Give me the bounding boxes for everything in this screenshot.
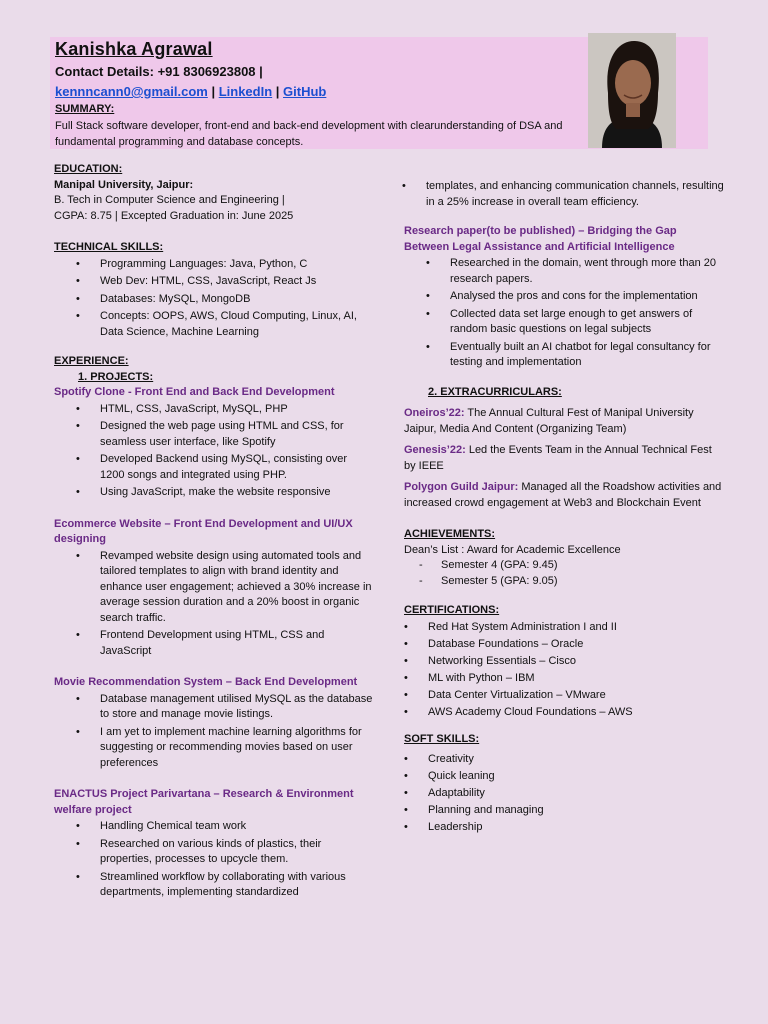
project-item: • Using JavaScript, make the website responsive (100, 485, 374, 501)
skill-item: • Web Dev: HTML, CSS, JavaScript, React Js (100, 274, 374, 290)
project-item: • Revamped website design using automated tools and tailored templates to align with brand identity and enhance user engagement; achieved a 30% increase in average session duration and a 20% boost in organic search traffic. (100, 549, 374, 627)
cert-item: • AWS Academy Cloud Foundations – AWS (428, 705, 724, 721)
project-item: • Developed Backend using MySQL, consisting over 1200 songs and integrated using PHP. (100, 452, 374, 483)
semester-item: - Semester 5 (GPA: 9.05) (441, 574, 724, 590)
project-item: • HTML, CSS, JavaScript, MySQL, PHP (100, 402, 374, 418)
candidate-name: Kanishka Agrawal (55, 39, 213, 59)
project-item: • I am yet to implement machine learning algorithms for suggesting or recommending movies based on user preferences (100, 725, 374, 772)
cert-item: • Data Center Virtualization – VMware (428, 688, 724, 704)
skill-item: • Programming Languages: Java, Python, C (100, 257, 374, 273)
education-cgpa: CGPA: 8.75 | Excepted Graduation in: June 2025 (54, 209, 294, 222)
research-title: Research paper(to be published) – Bridging the Gap Between Legal Assistance and Artificial Intelligence (404, 225, 677, 253)
skills-heading: TECHNICAL SKILLS: (54, 241, 164, 253)
certifications-heading: CERTIFICATIONS: (404, 604, 500, 616)
education-heading: EDUCATION: (54, 163, 123, 175)
extra-text: Led the Events Team in the Annual Technical Fest by IEEE (404, 444, 712, 472)
project-item: • Streamlined workflow by collaborating with various departments, implementing standardized (100, 870, 374, 901)
soft-skill-item: • Quick leaning (428, 769, 724, 785)
cert-item: • Networking Essentials – Cisco (428, 654, 724, 670)
summary-text: Full Stack software developer, front-end and back-end development with clearunderstanding of DSA and fundamental programming and database concepts. (55, 120, 563, 148)
education-school: Manipal University, Jaipur: (54, 178, 194, 191)
research-item: • Researched in the domain, went through more than 20 research papers. (450, 256, 724, 287)
project-title: ENACTUS Project Parivartana – Research & Environment welfare project (54, 788, 354, 816)
right-column (404, 178, 724, 845)
linkedin-link[interactable]: LinkedIn (218, 84, 273, 99)
project-item: • Database management utilised MySQL as the database to store and manage movie listings. (100, 692, 374, 723)
soft-skill-item: • Leadership (428, 820, 724, 836)
email-link[interactable]: kennncann0@gmail.com (55, 84, 208, 99)
cert-item: • Database Foundations – Oracle (428, 637, 724, 653)
semester-item: - Semester 4 (GPA: 9.45) (441, 558, 724, 574)
project-item: • Handling Chemical team work (100, 819, 374, 835)
research-item: • Collected data set large enough to get answers of random basic questions on legal subjects (450, 307, 724, 338)
education-degree: B. Tech in Computer Science and Engineering | (54, 194, 285, 206)
extra-label: Genesis’22: (404, 444, 466, 456)
left-column (54, 162, 374, 911)
project-title: Ecommerce Website – Front End Development and UI/UX designing (54, 517, 353, 545)
project-item: • Frontend Development using HTML, CSS and JavaScript (100, 628, 374, 659)
experience-heading: EXPERIENCE: (54, 355, 129, 367)
project-item: • templates, and enhancing communication channels, resulting in a 25% increase in overall team efficiency. (426, 179, 724, 210)
separator: | (272, 84, 284, 99)
achievements-heading: ACHIEVEMENTS: (404, 528, 496, 540)
soft-skill-item: • Creativity (428, 752, 724, 768)
deans-list: Dean’s List : Award for Academic Excellence (404, 543, 621, 556)
cert-item: • Red Hat System Administration I and II (428, 620, 724, 636)
project-title: Movie Recommendation System – Back End Development (54, 676, 358, 688)
contact-details: Contact Details: +91 8306923808 | (55, 64, 263, 79)
separator: | (207, 84, 219, 99)
contact-links (55, 84, 326, 99)
project-item: • Researched on various kinds of plastics, their properties, processes to upcycle them. (100, 837, 374, 868)
skill-item: • Concepts: OOPS, AWS, Cloud Computing, Linux, AI, Data Science, Machine Learning (100, 309, 374, 340)
extracurriculars-heading: 2. EXTRACURRICULARS: (428, 385, 562, 398)
project-item: • Designed the web page using HTML and CSS, for seamless user interface, like Spotify (100, 419, 374, 450)
soft-skill-item: • Planning and managing (428, 803, 724, 819)
soft-skills-heading: SOFT SKILLS: (404, 733, 480, 745)
research-item: • Eventually built an AI chatbot for legal consultancy for testing and implementation (450, 340, 724, 371)
extra-label: Oneiros’22: (404, 407, 465, 419)
extra-label: Polygon Guild Jaipur: (404, 481, 519, 493)
projects-heading: 1. PROJECTS: (78, 370, 154, 383)
github-link[interactable]: GitHub (283, 84, 327, 99)
extra-text: Managed all the Roadshow activities and increased crowd engagement at Web3 and Blockchain Event (404, 481, 722, 509)
project-title: Spotify Clone - Front End and Back End Development (54, 386, 335, 398)
research-item: • Analysed the pros and cons for the implementation (450, 289, 724, 305)
skill-item: • Databases: MySQL, MongoDB (100, 292, 374, 308)
soft-skill-item: • Adaptability (428, 786, 724, 802)
extra-text: The Annual Cultural Fest of Manipal University Jaipur, Media And Content (Organizing Team) (404, 407, 694, 435)
profile-photo (588, 33, 676, 148)
summary-heading: SUMMARY: (55, 103, 115, 115)
cert-item: • ML with Python – IBM (428, 671, 724, 687)
